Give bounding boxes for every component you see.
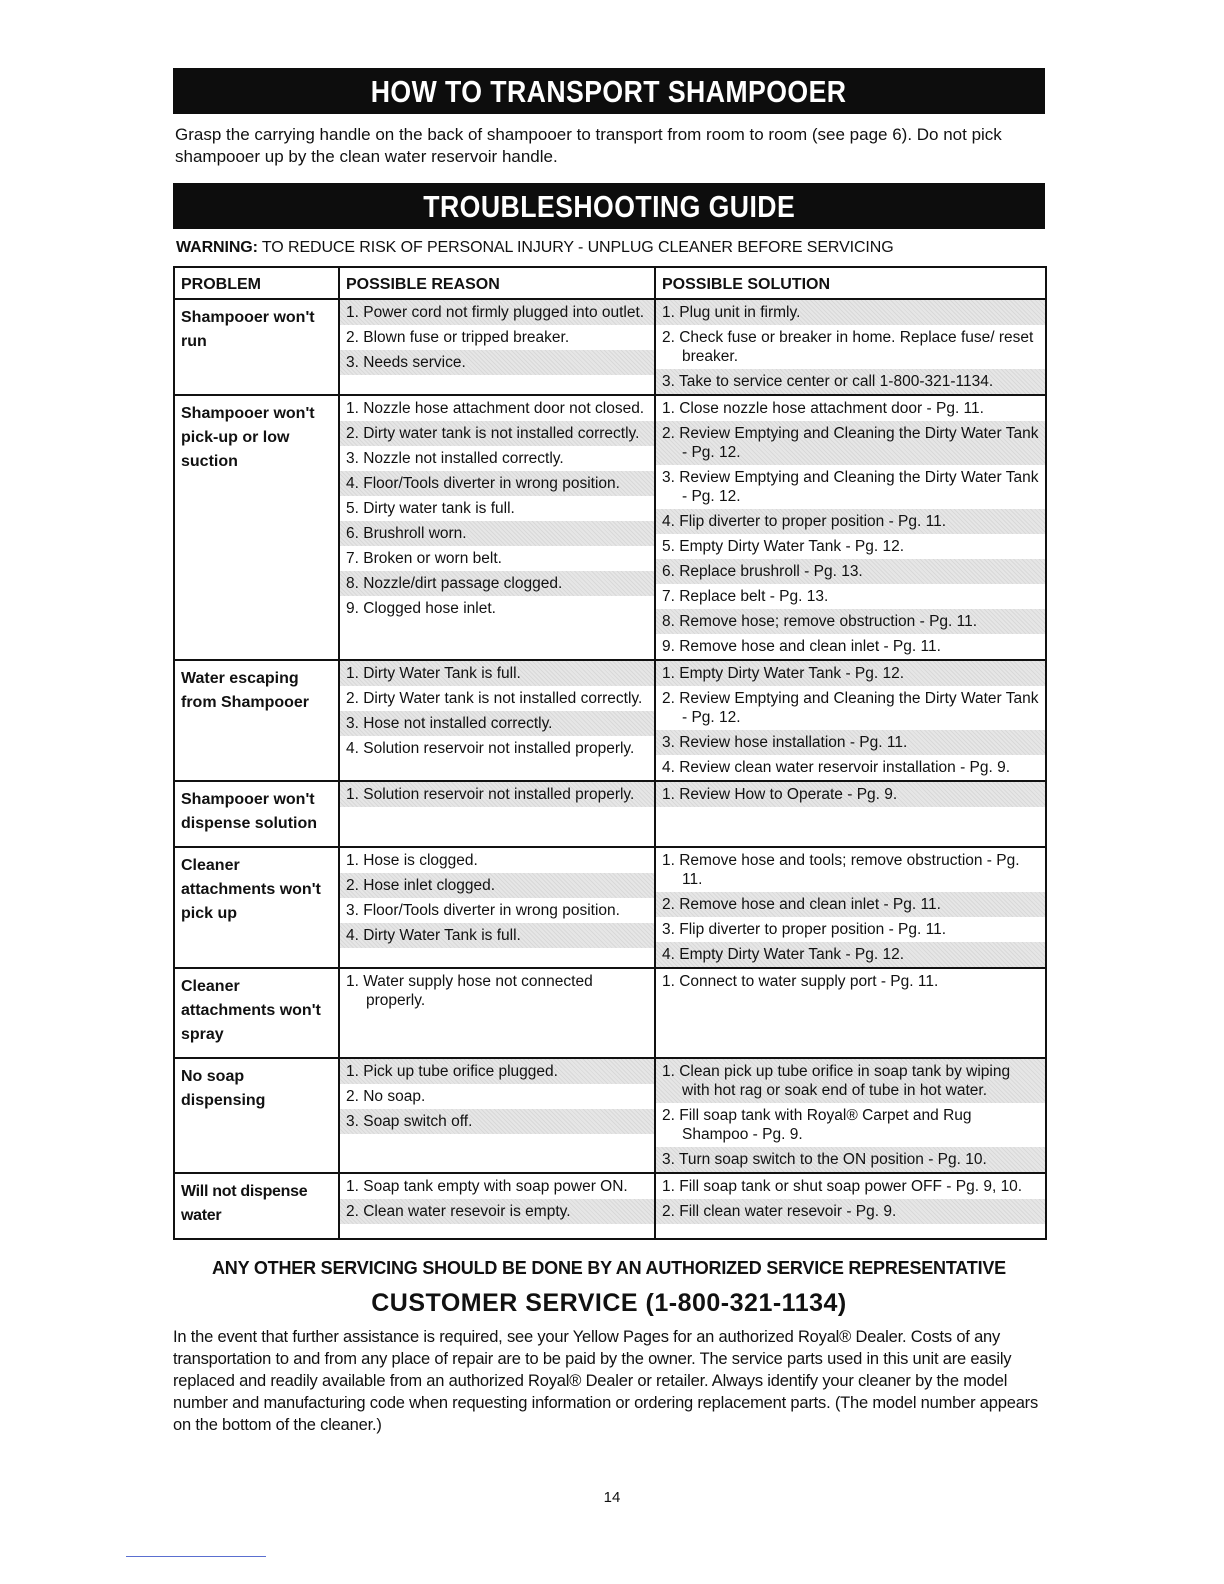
footer-rule (126, 1556, 266, 1557)
solution-text: 2. Remove hose and clean inlet - Pg. 11. (662, 896, 941, 913)
reason-text: 3. Soap switch off. (346, 1113, 473, 1130)
warning-line (176, 239, 1045, 257)
troubleshooting-heading: TROUBLESHOOTING GUIDE (173, 183, 1045, 229)
solution-cell (655, 968, 1046, 1058)
solution-line (656, 509, 1045, 534)
reason-line (340, 546, 654, 571)
reason-line (340, 571, 654, 596)
solution-line (656, 325, 1045, 369)
solution-cell (655, 781, 1046, 847)
table-row (174, 847, 1046, 968)
reason-text: 3. Nozzle not installed correctly. (346, 450, 564, 467)
problem-cell: Cleaner attachments won't spray (174, 968, 339, 1058)
reason-text: 2. Dirty Water tank is not installed correctly. (346, 690, 643, 707)
reason-cell (339, 781, 655, 847)
solution-text: 3. Review Emptying and Cleaning the Dirty Water Tank - Pg. 12. (662, 469, 1039, 505)
reason-text: 1. Pick up tube orifice plugged. (346, 1063, 558, 1080)
reason-text: 2. Dirty water tank is not installed correctly. (346, 425, 640, 442)
solution-text: 1. Review How to Operate - Pg. 9. (662, 786, 898, 803)
solution-text: 3. Review hose installation - Pg. 11. (662, 734, 908, 751)
solution-line (656, 421, 1045, 465)
solution-text: 3. Take to service center or call 1-800-321-1134. (662, 373, 994, 390)
warning-text: TO REDUCE RISK OF PERSONAL INJURY - UNPLUG CLEANER BEFORE SERVICING (261, 239, 894, 256)
solution-line (656, 661, 1045, 686)
reason-line (340, 782, 654, 807)
reason-cell (339, 968, 655, 1058)
solution-line (656, 1199, 1045, 1224)
solution-cell (655, 660, 1046, 781)
solution-text: 2. Review Emptying and Cleaning the Dirty Water Tank - Pg. 12. (662, 690, 1039, 726)
reason-text: 7. Broken or worn belt. (346, 550, 502, 567)
reason-line (340, 1199, 654, 1224)
solution-text: 2. Review Emptying and Cleaning the Dirty Water Tank - Pg. 12. (662, 425, 1039, 461)
table-row (174, 968, 1046, 1058)
solution-text: 1. Fill soap tank or shut soap power OFF - Pg. 9, 10. (662, 1178, 1023, 1195)
reason-line (340, 496, 654, 521)
reason-line (340, 1174, 654, 1199)
solution-text: 4. Review clean water reservoir installation - Pg. 9. (662, 759, 1011, 776)
reason-line (340, 1084, 654, 1109)
reason-cell (339, 299, 655, 395)
reason-line (340, 446, 654, 471)
reason-text: 3. Floor/Tools diverter in wrong position. (346, 902, 620, 919)
reason-line (340, 711, 654, 736)
solution-line (656, 1174, 1045, 1199)
solution-line (656, 892, 1045, 917)
reason-line (340, 471, 654, 496)
reason-text: 9. Clogged hose inlet. (346, 600, 496, 617)
reason-line (340, 873, 654, 898)
troubleshooting-table (173, 266, 1047, 1240)
solution-text: 2. Fill soap tank with Royal® Carpet and Rug Shampoo - Pg. 9. (662, 1107, 972, 1143)
solution-line (656, 465, 1045, 509)
solution-line (656, 730, 1045, 755)
solution-line (656, 534, 1045, 559)
solution-line (656, 559, 1045, 584)
reason-line (340, 325, 654, 350)
reason-text: 1. Water supply hose not connected properly. (346, 973, 593, 1009)
reason-text: 4. Floor/Tools diverter in wrong position. (346, 475, 620, 492)
reason-text: 2. Hose inlet clogged. (346, 877, 496, 894)
page-number: 14 (603, 1489, 621, 1506)
solution-cell (655, 1173, 1046, 1239)
reason-line (340, 661, 654, 686)
solution-line (656, 609, 1045, 634)
reason-text: 1. Solution reservoir not installed properly. (346, 786, 635, 803)
reason-line (340, 521, 654, 546)
reason-text: 4. Dirty Water Tank is full. (346, 927, 521, 944)
transport-heading: HOW TO TRANSPORT SHAMPOOER (173, 68, 1045, 114)
reason-text: 2. Clean water resevoir is empty. (346, 1203, 571, 1220)
table-row (174, 660, 1046, 781)
service-notice: ANY OTHER SERVICING SHOULD BE DONE BY AN AUTHORIZED SERVICE REPRESENTATIVE (212, 1258, 1006, 1278)
solution-text: 1. Remove hose and tools; remove obstruction - Pg. 11. (662, 852, 1020, 888)
solution-text: 1. Clean pick up tube orifice in soap tank by wiping with hot rag or soak end of tube in hot water. (662, 1063, 1011, 1099)
solution-text: 2. Fill clean water resevoir - Pg. 9. (662, 1203, 897, 1220)
transport-text: Grasp the carrying handle on the back of shampooer to transport from room to room (see page 6). Do not pick shampooer up by the clean water reservoir handle. (175, 125, 1002, 166)
reason-cell (339, 395, 655, 660)
table-row (174, 781, 1046, 847)
problem-cell: Will not dispense water (174, 1173, 339, 1239)
solution-line (656, 917, 1045, 942)
reason-line (340, 848, 654, 873)
reason-line (340, 350, 654, 375)
reason-text: 1. Nozzle hose attachment door not closed. (346, 400, 645, 417)
solution-line (656, 396, 1045, 421)
solution-line (656, 969, 1045, 994)
solution-line (656, 755, 1045, 780)
reason-line (340, 421, 654, 446)
reason-cell (339, 660, 655, 781)
solution-text: 5. Empty Dirty Water Tank - Pg. 12. (662, 538, 905, 555)
reason-text: 1. Power cord not firmly plugged into outlet. (346, 304, 645, 321)
solution-cell (655, 395, 1046, 660)
reason-line (340, 1059, 654, 1084)
reason-text: 6. Brushroll worn. (346, 525, 467, 542)
solution-line (656, 942, 1045, 967)
reason-line (340, 1109, 654, 1134)
solution-cell (655, 847, 1046, 968)
solution-cell (655, 299, 1046, 395)
reason-text: 2. No soap. (346, 1088, 426, 1105)
solution-line (656, 369, 1045, 394)
solution-text: 8. Remove hose; remove obstruction - Pg. 11. (662, 613, 978, 630)
reason-text: 3. Needs service. (346, 354, 466, 371)
header-problem: PROBLEM (174, 267, 339, 299)
solution-line (656, 782, 1045, 807)
reason-text: 2. Blown fuse or tripped breaker. (346, 329, 570, 346)
reason-line (340, 736, 654, 761)
reason-line (340, 686, 654, 711)
table-header-row (174, 267, 1046, 299)
table-body (174, 299, 1046, 1239)
reason-text: 5. Dirty water tank is full. (346, 500, 515, 517)
solution-line (656, 1147, 1045, 1172)
problem-cell: Water escaping from Shampooer (174, 660, 339, 781)
solution-text: 1. Connect to water supply port - Pg. 11. (662, 973, 939, 990)
table-row (174, 299, 1046, 395)
solution-text: 4. Flip diverter to proper position - Pg. 11. (662, 513, 947, 530)
problem-cell: Shampooer won't run (174, 299, 339, 395)
solution-text: 1. Empty Dirty Water Tank - Pg. 12. (662, 665, 905, 682)
reason-text: 3. Hose not installed correctly. (346, 715, 553, 732)
solution-line (656, 686, 1045, 730)
reason-cell (339, 1058, 655, 1173)
solution-text: 9. Remove hose and clean inlet - Pg. 11. (662, 638, 941, 655)
reason-text: 1. Soap tank empty with soap power ON. (346, 1178, 628, 1195)
closing-paragraph: In the event that further assistance is required, see your Yellow Pages for an authorized Royal® Dealer. Costs of any transportation to and from any place of repair are to be paid by the owner. The service parts used in this unit are easily replaced and readily available from an authorized Royal® Dealer or retailer. Always identify your cleaner by the model number and manufacturing code when requesting information or ordering replacement parts. (The model number appears on the bottom of the cleaner.) (173, 1328, 1039, 1434)
reason-line (340, 969, 654, 1013)
problem-cell: Cleaner attachments won't pick up (174, 847, 339, 968)
solution-line (656, 634, 1045, 659)
reason-text: 1. Hose is clogged. (346, 852, 478, 869)
reason-text: 4. Solution reservoir not installed properly. (346, 740, 635, 757)
table-row (174, 395, 1046, 660)
solution-line (656, 848, 1045, 892)
solution-text: 6. Replace brushroll - Pg. 13. (662, 563, 863, 580)
solution-cell (655, 1058, 1046, 1173)
problem-cell: No soap dispensing (174, 1058, 339, 1173)
customer-service-heading: CUSTOMER SERVICE (1-800-321-1134) (371, 1289, 847, 1317)
manual-page (173, 68, 1045, 1436)
warning-label: WARNING: (176, 239, 258, 256)
solution-text: 1. Plug unit in firmly. (662, 304, 801, 321)
solution-text: 3. Flip diverter to proper position - Pg. 11. (662, 921, 947, 938)
solution-text: 2. Check fuse or breaker in home. Replace fuse/ reset breaker. (662, 329, 1034, 365)
solution-text: 3. Turn soap switch to the ON position - Pg. 10. (662, 1151, 987, 1168)
solution-text: 7. Replace belt - Pg. 13. (662, 588, 829, 605)
solution-text: 1. Close nozzle hose attachment door - Pg. 11. (662, 400, 984, 417)
table-row (174, 1058, 1046, 1173)
reason-cell (339, 1173, 655, 1239)
problem-cell: Shampooer won't pick-up or low suction (174, 395, 339, 660)
reason-line (340, 596, 654, 621)
solution-line (656, 584, 1045, 609)
solution-line (656, 1059, 1045, 1103)
reason-line (340, 300, 654, 325)
reason-text: 1. Dirty Water Tank is full. (346, 665, 521, 682)
reason-line (340, 923, 654, 948)
reason-text: 8. Nozzle/dirt passage clogged. (346, 575, 563, 592)
table-row (174, 1173, 1046, 1239)
solution-text: 4. Empty Dirty Water Tank - Pg. 12. (662, 946, 905, 963)
problem-cell: Shampooer won't dispense solution (174, 781, 339, 847)
solution-line (656, 300, 1045, 325)
solution-line (656, 1103, 1045, 1147)
reason-line (340, 396, 654, 421)
header-reason: POSSIBLE REASON (339, 267, 655, 299)
reason-cell (339, 847, 655, 968)
reason-line (340, 898, 654, 923)
header-solution: POSSIBLE SOLUTION (655, 267, 1046, 299)
